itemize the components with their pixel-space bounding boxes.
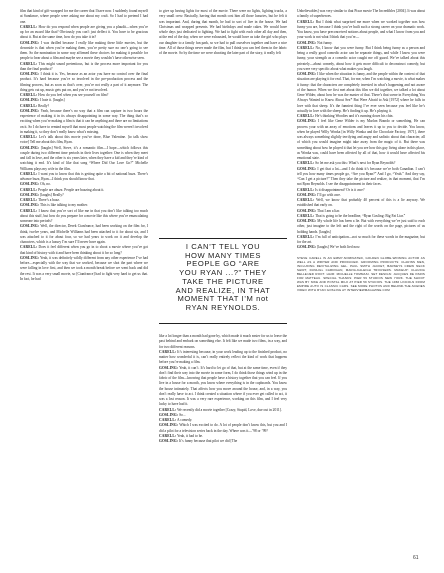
interview-paragraph	[20, 245, 148, 256]
pull-quote-line: TAKE THE PICTURE	[182, 276, 264, 286]
pull-quote-line: MOMENT THAT I’M not	[177, 294, 269, 304]
interview-paragraph	[159, 334, 287, 350]
paragraph-text: Unbelievables] was very similar to that Pixar movie The Incredibles [2004]. It was about a family of superheroes.	[297, 9, 425, 19]
speaker-label: CARELL:	[20, 61, 38, 66]
pull-quote-line: RYAN REYNOLDS.	[185, 302, 261, 312]
interview-paragraph	[20, 224, 148, 245]
speaker-label: GOSLING:	[20, 255, 40, 260]
interview-paragraph	[20, 41, 148, 62]
paragraph-text: A comedy.	[176, 418, 193, 422]
speaker-label: CARELL:	[20, 208, 38, 213]
speaker-label: GOSLING:	[20, 182, 40, 187]
speaker-label: CARELL:	[159, 418, 177, 422]
paragraph-text: Yeah, it had to be.	[177, 433, 203, 438]
speaker-label: GOSLING:	[20, 40, 40, 45]
interview-paragraph	[20, 172, 148, 183]
speaker-label: CARELL:	[20, 24, 38, 29]
paragraph-text: Not funny.	[317, 40, 333, 45]
pull-quote-line: HOW MANY TIMES	[184, 250, 262, 260]
paragraph-text: like a lot longer than a month had gone by, which made it much easier for us to leave the past behind and embark on something else. It felt like we made two films, in a way, and for two different reasons.	[159, 334, 287, 349]
paragraph-text: I feel like Gene Wilder is my Marlon Brando or something. He can process your with an array of emotions and leaves it up to you to decide. You know, when he played Willy Wonka [in Willy Wonka and the Chocolate Factory, 1971], there was always something slightly terrifying and angry and sadistic about that character, all of which you would imagine might take away from the magic of it. But there was something about how he played it that let you see how this guy living alone in this place, as Wonka was, could have been affected by all of that, how it would have affected his emotional state.	[297, 119, 425, 160]
interview-paragraph	[297, 20, 425, 41]
speaker-label: GOSLING:	[20, 203, 40, 208]
paragraph-text: I get that a lot—and I do think it’s because we’re both Canadian. I can’t tell you how many times people go, “Are you Ryan?” And I go, “Yeah.” And they say, “Can I get a picture?” Then they take the picture and realize, in that moment, that I’m not Ryan Reynolds. I see the disappointment in their faces.	[297, 166, 425, 187]
paragraph-text: No, I know that you were funny. But I think being funny as a person and being a really good comedic actor can be separate things, and while I know you were funny, your strength as a comedic actor caught me off guard. We’ve talked about this privately—about comedy, about how it gets more difficult to deconstruct comedy, but you were very specific about what makes you laugh.	[297, 45, 425, 71]
interview-paragraph	[20, 256, 148, 282]
paragraph-text: That I am a liar.	[317, 208, 340, 213]
paragraph-text: Oh, no.	[40, 182, 51, 187]
speaker-label: CARELL:	[297, 161, 315, 166]
column-1	[20, 9, 148, 549]
paragraph-text: I hate it. [laughs]	[40, 98, 65, 103]
speaker-label: CARELL:	[297, 19, 315, 24]
paragraph-text: I think it is. Yes, because as an actor you have no control over the final product. It’s hard because you’re so involved in the pre-production process and the filming process, but as soon as that’s over, you’re not really a part of it anymore. The thing gets cut up, music gets put on, and you’re not involved.	[20, 72, 148, 92]
interview-paragraph	[159, 439, 287, 444]
speaker-label: GOSLING:	[297, 192, 317, 197]
interview-paragraph	[20, 209, 148, 225]
speaker-label: CARELL:	[20, 245, 38, 250]
speaker-label: GOSLING:	[297, 166, 317, 171]
paragraph-text: Let’s talk about this movie you’ve done, Blue Valentine. [to talk show voice] Tell me about this film, Ryan.	[20, 135, 148, 145]
speaker-label: CARELL:	[20, 135, 38, 139]
interview-paragraph	[297, 198, 425, 209]
speaker-label: GOSLING:	[297, 219, 317, 223]
paragraph-text: [laughs] Really?	[40, 192, 64, 197]
speaker-label: CARELL:	[159, 407, 177, 412]
interview-paragraph	[297, 235, 425, 246]
interview-paragraph	[297, 219, 425, 235]
speaker-label: GOSLING:	[297, 40, 317, 45]
paragraph-text: How do you feel when you see yourself on film?	[38, 93, 109, 97]
interview-paragraph	[20, 109, 148, 135]
paragraph-text: This might sound pretentious, but is the process more important for you than the final product?	[20, 61, 148, 71]
speaker-label: CARELL:	[20, 103, 38, 108]
column-2-lower	[159, 334, 287, 548]
interview-paragraph	[159, 9, 287, 56]
paragraph-text: This is like talking to my mother.	[40, 203, 88, 208]
paragraph-text: Yeah, it can’t. It’s hard to let go of that, but at the same time, even if they don’t find their way into the movie in some form, I do think those things wind up in the fabric of the film—knowing that people have a history together that you can feel. If you live in a house for a month, you know where everything is in the cupboards. You know the house intimately. That affects how you move around the house, and, in a way, you don’t really have to act. I think created a situation where if you ever get called to act, it was a lost reason. It was a very rare experience, working on this film, and I feel very lucky to have had it.	[159, 365, 287, 407]
speaker-label: CARELL:	[297, 114, 315, 118]
paragraph-text: But I think what surprised me more when we worked together was how funny you are, because I think you’ve built such a strong career on your dramatic work. You know, you have preconceived notions about people, and what I know from you and your work is not what I think that you’re—	[297, 19, 425, 40]
paragraph-text: [laughs] Well, Steve, it’s a romantic film—I hope—which follows this couple during two different time periods in their lives together: One is when they meet and fall in love, and the other is six years later, when they have a kid and they’re kind of watching it end. It’s kind of like that song “Where Did Our Love Go?” Michelle Williams plays my wife in the film.	[20, 145, 148, 171]
photo-credits: STEVE CARELL IS AN EMMY-NOMINATED, GOLDEN GLOBE-WINNING ACTOR AS WELL AS A WRITER AND PRODUCER. GROOMING PRODUCTS: CLARINS MEN, INCLUDING REVITALIZING GEL. PAUL SMITH JACKET, BARNEYS CREW NECK SHIRT, DUNHILL CARDIGAN, MARIA-KALEIGH TROUSERS. MAKEUP: CLAUDIA BELLE/JED ROOT. HAIR: MICHELLE TOMMASI. SET DESIGN: JACQUES DE PARIS FOR MATTEAU. SPECIAL THANKS: PIER 59 STUDIOS NEW YORK. THE SHOOT WAS BY NIKE AND POSTAL MILK AT PIER 59 STUDIOS. THE 1966 LINCOLN FROM EMPIRE AUTO IS CLASSIC CARS. SEE MORE PHOTOS AND BEHIND-THE-SCENES VIDEO WITH RYAN GOSLING AT INTERVIEWMAGAZINE.COM	[297, 255, 425, 293]
speaker-label: GOSLING:	[20, 98, 40, 103]
pull-quote-line: I CAN’T TELL YOU	[185, 242, 261, 251]
column-3	[297, 9, 425, 554]
paragraph-text: I was thrilled because I really like making these little movies, but the downside is that when you’re making them, you’re pretty sure no one’s going to see them. So the nomination in some way affirmed these choices for making it possible for people to hear about a film and maybe see a movie they wouldn’t have otherwise seen.	[20, 40, 148, 61]
interview-paragraph	[20, 72, 148, 93]
paragraph-text: It’s interesting because, in your work leading up to the finished product, no matter how wonderful it is, can’t really entirely reflect the kind of work that happens before you’re making a film.	[159, 349, 287, 365]
column-2	[159, 9, 287, 231]
paragraph-text: Well, the director, Derek Cianfrance, had been working on the film for, I think, twelve years, and Michelle Williams had been attached to it for about six, and I was attached to it for about four, so we had years to work on it and develop the characters, which is a luxury I’m sure I’ll never have again.	[20, 224, 148, 244]
paragraph-text: It’s funny because that pilot we did [The	[179, 439, 238, 443]
pull-quote-line: YOU RYAN ...?” THEY	[179, 268, 267, 278]
paragraph-text: Well, we know that probably 40 percent of this is a lie anyway. We established that early on.	[297, 198, 425, 208]
speaker-label: CARELL:	[20, 187, 38, 192]
paragraph-text: Is it disappointment? Or is it awe?	[315, 187, 365, 192]
speaker-label: GOSLING:	[20, 224, 40, 229]
speaker-label: GOSLING:	[20, 72, 40, 76]
paragraph-text: Does it feel different when you go in to shoot a movie where you’ve got that kind of history with it and have been thinking about it for so long?	[20, 245, 148, 255]
paragraph-text: I’ll go with awe.	[317, 192, 341, 197]
interview-paragraph	[20, 62, 148, 73]
speaker-label: GOSLING:	[159, 412, 179, 417]
interview-paragraph	[159, 350, 287, 366]
speaker-label: CARELL:	[297, 213, 315, 218]
paragraph-text: He’s thinking Woodies and it’s running down his chin.	[315, 114, 394, 118]
paragraph-text: I want you to know that this is getting quite a bit of national buzz. There’s advance buzz, Ryan—I think you should know that.	[20, 171, 148, 181]
interview-paragraph	[20, 135, 148, 146]
speaker-label: GOSLING:	[297, 208, 317, 213]
paragraph-text: So...	[179, 412, 186, 417]
speaker-label: CARELL:	[159, 433, 177, 438]
pull-quote-line: PEOPLE GO “ARE	[186, 259, 260, 269]
interview-paragraph	[20, 146, 148, 172]
interview-paragraph	[20, 25, 148, 41]
interview-paragraph	[159, 423, 287, 434]
paragraph-text: How do you respond when people are giving you a plaudit—when you’re up for an award like that? Obviously you can’t just deflect it. You have to be gracious about it. But at the same time, how do you take it in?	[20, 24, 148, 40]
paragraph-text: I like when the situation is funny, and the people within the context of that situation are playing it for real. That, for me, when I’m watching a movie, is what makes it funny: that the characters are completely invested in what’s happening and not aware of the humor. When we first met about this film we did together, we talked a lot about Gene Wilder, about how he was the master of that. There’s that scene in Everything You Always Wanted to Know About Sex* But Were Afraid to Ask [1972] where he falls in love with that sheep. It’s the funniest thing I’ve ever seen because you feel like he’s actually in love with the sheep. He’s finding it up. He’s playing it.	[297, 72, 425, 113]
interview-paragraph	[297, 9, 425, 20]
paragraph-text: Yeah, because there’s no way that a film can capture in two hours the experience of making it in its always disappointing in some way. The thing that’s so exciting when you’re making a film is that it can be anything and there are no limitations on it. So I do have to remind myself that most people watching the film weren’t involved in making it, so they don’t really know what’s missing.	[20, 108, 148, 134]
paragraph-text: My whole life has been a lie. But with everything we’ve just said to each other, just imagine to the left and the right of the words on the page, pictures of us holding hands. [laughs]	[297, 219, 425, 234]
pull-quote	[159, 238, 287, 324]
paragraph-text: Which I was excited to do. A lot of people don’t know this, but you and I did a pilot for a television series back in the day. Where was it—’98 or ’99?	[159, 423, 287, 433]
interview-paragraph	[297, 119, 425, 161]
speaker-label: CARELL:	[20, 198, 38, 202]
speaker-label: GOSLING:	[159, 439, 179, 443]
paragraph-text: film that kind of gift-wrapped for me the career that I have now. I suddenly found myself at Sundance, where people were asking me about my craft. So I had to pretend I had one.	[20, 9, 148, 24]
speaker-label: GOSLING:	[20, 192, 40, 197]
speaker-label: GOSLING:	[20, 145, 40, 150]
interview-paragraph	[297, 46, 425, 72]
speaker-label: CARELL:	[297, 198, 315, 202]
page-number: 61	[413, 555, 419, 561]
paragraph-text: People are abuzz. People are buzzing about it.	[38, 187, 105, 192]
speaker-label: CARELL:	[297, 187, 315, 192]
paragraph-text: Yeah, it was definitely wildly different from any other experience I’ve had before—especially with the way that we worked, because we shot the part where we were falling in love first, and then we took a month break before we went back and did the rest. It was a very small movie, so [Cianfrance] had to fight very hard to get us that. In fact, he had	[20, 255, 148, 281]
interview-paragraph	[20, 9, 148, 25]
interview-paragraph	[159, 366, 287, 408]
pull-quote-line: AND REALIZE, IN THAT	[175, 285, 271, 295]
paragraph-text: There’s a buzz.	[38, 198, 60, 202]
paragraph-text: That is going to be the headline, “Ryan Gosling: Big Fat Liar.”	[315, 213, 406, 218]
paragraph-text: I’m full of anticipation—not so much for these words in the magazine, but for the art.	[297, 234, 425, 244]
interview-paragraph	[297, 245, 425, 250]
speaker-label: CARELL:	[297, 45, 315, 50]
speaker-label: CARELL:	[20, 93, 38, 97]
paragraph-text: We recently did a movie together [Crazy, Stupid, Love, due out in 2011].	[177, 407, 282, 412]
speaker-label: GOSLING:	[297, 72, 317, 76]
speaker-label: CARELL:	[159, 349, 177, 354]
interview-paragraph	[297, 72, 425, 114]
speaker-label: GOSLING:	[159, 423, 179, 428]
speaker-label: GOSLING:	[159, 365, 179, 370]
paragraph-text: Really?	[38, 103, 50, 108]
speaker-label: GOSLING:	[20, 108, 40, 113]
paragraph-text: to give up having lights for most of the movie. There were no lights, lighting trucks, a very small crew. Basically, having that month cost him all those luxuries, but he felt it was important. And, during that month, he had to sort of live in the house. We had Christmas and wrapped presents. We had birthdays and made cakes. We would have whole days just dedicated to fighting. We had to fight with each other all day and then, at the end of the day, when we were exhausted, he would have us take the girl who plays our daughter to a family fun park, so we had to pull ourselves together and have a nice time. All of those things never made the film, but I think you can feel them in the fabric of the movie. So by the time we were shooting the later part of the story, it really felt	[159, 9, 287, 55]
speaker-label: CARELL:	[297, 234, 315, 239]
paragraph-text: [laughs] We’ve both lied now.	[317, 245, 361, 250]
speaker-label: CARELL:	[20, 171, 38, 176]
speaker-label: GOSLING:	[297, 245, 317, 250]
speaker-label: GOSLING:	[297, 119, 317, 124]
paragraph-text: I know that you’re sort of like me in that you don’t like talking too much about this stuff, but how do you prepare for a movie like this where you’re emasculating someone into periods?	[20, 208, 148, 223]
paragraph-text: So let me ask you this: What’s next for Ryan Reynolds?	[315, 161, 396, 166]
interview-paragraph	[297, 167, 425, 188]
